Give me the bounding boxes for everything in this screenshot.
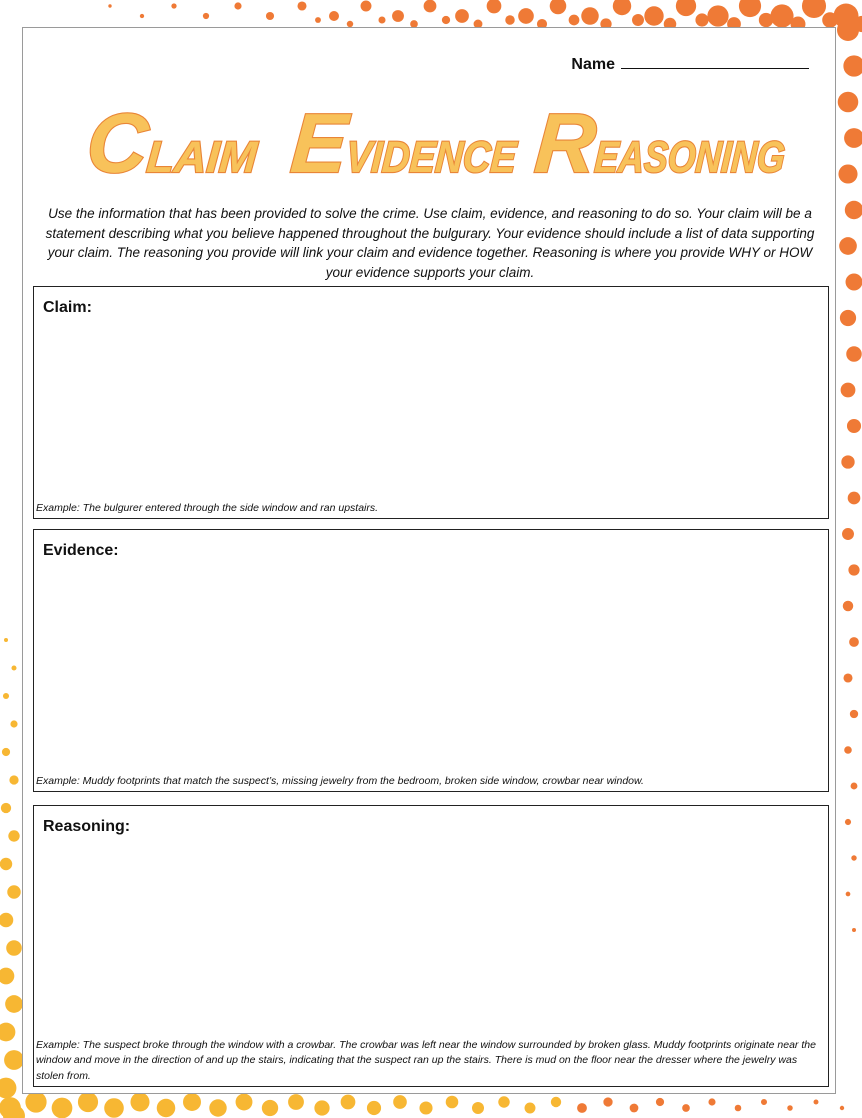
background-dot bbox=[707, 5, 728, 26]
background-dot bbox=[314, 1100, 329, 1115]
title-word-evidence bbox=[287, 96, 544, 190]
background-dot bbox=[739, 0, 761, 17]
background-dot bbox=[842, 528, 854, 540]
background-dot bbox=[838, 164, 857, 183]
background-dot bbox=[848, 564, 859, 575]
background-dot bbox=[424, 0, 437, 12]
background-dot bbox=[297, 1, 306, 10]
background-dot bbox=[802, 0, 826, 18]
background-dot bbox=[25, 1091, 46, 1112]
background-dot bbox=[569, 15, 580, 26]
background-dot bbox=[5, 995, 23, 1013]
background-dot bbox=[498, 1096, 509, 1107]
background-dot bbox=[266, 12, 274, 20]
background-dot bbox=[632, 14, 644, 26]
reasoning-box[interactable] bbox=[33, 805, 829, 1087]
background-dot bbox=[4, 638, 8, 642]
title-evidence-rest: VIDENCE bbox=[344, 133, 544, 182]
background-dot bbox=[840, 310, 856, 326]
background-dot bbox=[845, 819, 851, 825]
background-dot bbox=[518, 8, 534, 24]
background-dot bbox=[329, 11, 339, 21]
instructions-text: Use the information that has been provided to solve the crime. Use claim, evidence, and reasoning to do so. Your claim will be a statement describing what you believe happened throughout the bulgurary. Your evidence should include a list of data supporting your claim. The reasoning you provide will link your claim and evidence together. Reasoning is where you provide WHY or HOW your evidence supports your claim. bbox=[45, 206, 815, 280]
title-word-claim bbox=[84, 96, 263, 190]
background-dot bbox=[446, 1096, 459, 1109]
background-dot bbox=[9, 775, 18, 784]
background-dot bbox=[761, 1099, 767, 1105]
background-dot bbox=[695, 13, 708, 26]
background-dot bbox=[171, 3, 176, 8]
background-dot bbox=[852, 928, 856, 932]
background-dot bbox=[236, 1094, 253, 1111]
background-dot bbox=[644, 6, 663, 25]
background-dot bbox=[846, 346, 862, 362]
background-dot bbox=[846, 892, 851, 897]
reasoning-label: Reasoning: bbox=[43, 818, 131, 835]
background-dot bbox=[814, 1100, 819, 1105]
background-dot bbox=[392, 10, 404, 22]
background-dot bbox=[839, 237, 857, 255]
background-dot bbox=[551, 1097, 561, 1107]
background-dot bbox=[1, 803, 11, 813]
background-dot bbox=[838, 92, 859, 113]
title-reasoning-initial: R bbox=[531, 96, 600, 190]
background-dot bbox=[140, 14, 144, 18]
reasoning-example: Example: The suspect broke through the window with a crowbar. The crowbar was left near the window surrounded by broken glass. Muddy footprints originate near the window and move in the direction of and up the stairs, indicating that the suspect ran up the stairs. There is mud on the floor near the dresser where the jewelry was stolen from. bbox=[36, 1038, 816, 1082]
background-dot bbox=[104, 1098, 124, 1118]
evidence-box[interactable] bbox=[33, 529, 829, 792]
background-dot bbox=[2, 748, 10, 756]
background-dot bbox=[130, 1092, 149, 1111]
background-dot bbox=[851, 855, 856, 860]
claim-label: Claim: bbox=[43, 299, 92, 316]
background-dot bbox=[315, 17, 321, 23]
background-dot bbox=[656, 1098, 664, 1106]
background-dot bbox=[10, 720, 17, 727]
background-dot bbox=[209, 1099, 226, 1116]
background-dot bbox=[455, 9, 469, 23]
background-dot bbox=[108, 4, 111, 7]
background-dot bbox=[735, 1105, 742, 1112]
background-dot bbox=[11, 665, 16, 670]
background-dot bbox=[851, 783, 858, 790]
background-dot bbox=[203, 13, 209, 19]
background-dot bbox=[843, 55, 862, 76]
background-dot bbox=[525, 1103, 536, 1114]
background-dot bbox=[841, 383, 856, 398]
background-dot bbox=[708, 1098, 715, 1105]
name-field bbox=[571, 54, 809, 74]
background-dot bbox=[841, 455, 854, 468]
background-dot bbox=[487, 0, 502, 13]
title-evidence-initial: E bbox=[287, 96, 351, 190]
background-dot bbox=[0, 1097, 21, 1118]
title-word-reasoning bbox=[531, 96, 832, 190]
claim-example: Example: The bulgurer entered through the side window and ran upstairs. bbox=[36, 501, 379, 514]
background-dot bbox=[0, 913, 13, 928]
background-dot bbox=[676, 0, 696, 16]
background-dot bbox=[581, 7, 599, 25]
background-dot bbox=[630, 1104, 639, 1113]
background-dot bbox=[844, 128, 862, 148]
background-dot bbox=[682, 1104, 690, 1112]
background-dot bbox=[770, 4, 793, 27]
background-dot bbox=[442, 16, 450, 24]
background-dot bbox=[378, 16, 385, 23]
title-reasoning-rest: EASONING bbox=[593, 133, 832, 182]
background-dot bbox=[6, 940, 22, 956]
background-dot bbox=[0, 1078, 16, 1099]
background-dot bbox=[849, 637, 859, 647]
background-dot bbox=[550, 0, 567, 14]
background-dot bbox=[0, 968, 14, 985]
title-claim-initial: C bbox=[83, 96, 152, 190]
background-dot bbox=[361, 1, 372, 12]
background-dot bbox=[844, 746, 852, 754]
background-dot bbox=[234, 2, 241, 9]
background-dot bbox=[603, 1097, 612, 1106]
background-dot bbox=[577, 1103, 587, 1113]
background-dot bbox=[613, 0, 631, 15]
page-title bbox=[83, 88, 832, 190]
background-dot bbox=[288, 1094, 304, 1110]
background-dot bbox=[367, 1101, 381, 1115]
background-dot bbox=[0, 858, 12, 870]
background-dot bbox=[848, 492, 861, 505]
background-dot bbox=[837, 19, 859, 41]
title-claim-rest: LAIM bbox=[145, 133, 257, 182]
background-dot bbox=[4, 1050, 24, 1070]
claim-box[interactable] bbox=[33, 286, 829, 519]
background-dot bbox=[787, 1105, 793, 1111]
background-dot bbox=[7, 885, 20, 898]
background-dot bbox=[843, 601, 853, 611]
background-dot bbox=[157, 1099, 176, 1118]
background-dot bbox=[846, 274, 862, 291]
evidence-label: Evidence: bbox=[43, 542, 119, 559]
background-dot bbox=[0, 1023, 15, 1042]
background-dot bbox=[393, 1095, 407, 1109]
background-dot bbox=[78, 1092, 98, 1112]
background-dot bbox=[262, 1100, 278, 1116]
background-dot bbox=[183, 1093, 201, 1111]
background-dot bbox=[419, 1101, 432, 1114]
background-dot bbox=[505, 15, 515, 25]
background-dot bbox=[472, 1102, 484, 1114]
background-dot bbox=[847, 419, 861, 433]
evidence-example: Example: Muddy footprints that match the suspect’s, missing jewelry from the bedroom, broken side window, crowbar near window. bbox=[36, 774, 644, 787]
background-dot bbox=[52, 1098, 73, 1118]
background-dot bbox=[8, 830, 19, 841]
background-dot bbox=[3, 693, 9, 699]
background-dot bbox=[845, 201, 862, 219]
background-dot bbox=[840, 1106, 844, 1110]
background-dot bbox=[843, 673, 852, 682]
worksheet-page bbox=[22, 27, 836, 1094]
name-blank-line[interactable] bbox=[621, 54, 809, 69]
background-dot bbox=[850, 710, 858, 718]
name-label: Name bbox=[571, 56, 615, 73]
background-dot bbox=[341, 1095, 356, 1110]
